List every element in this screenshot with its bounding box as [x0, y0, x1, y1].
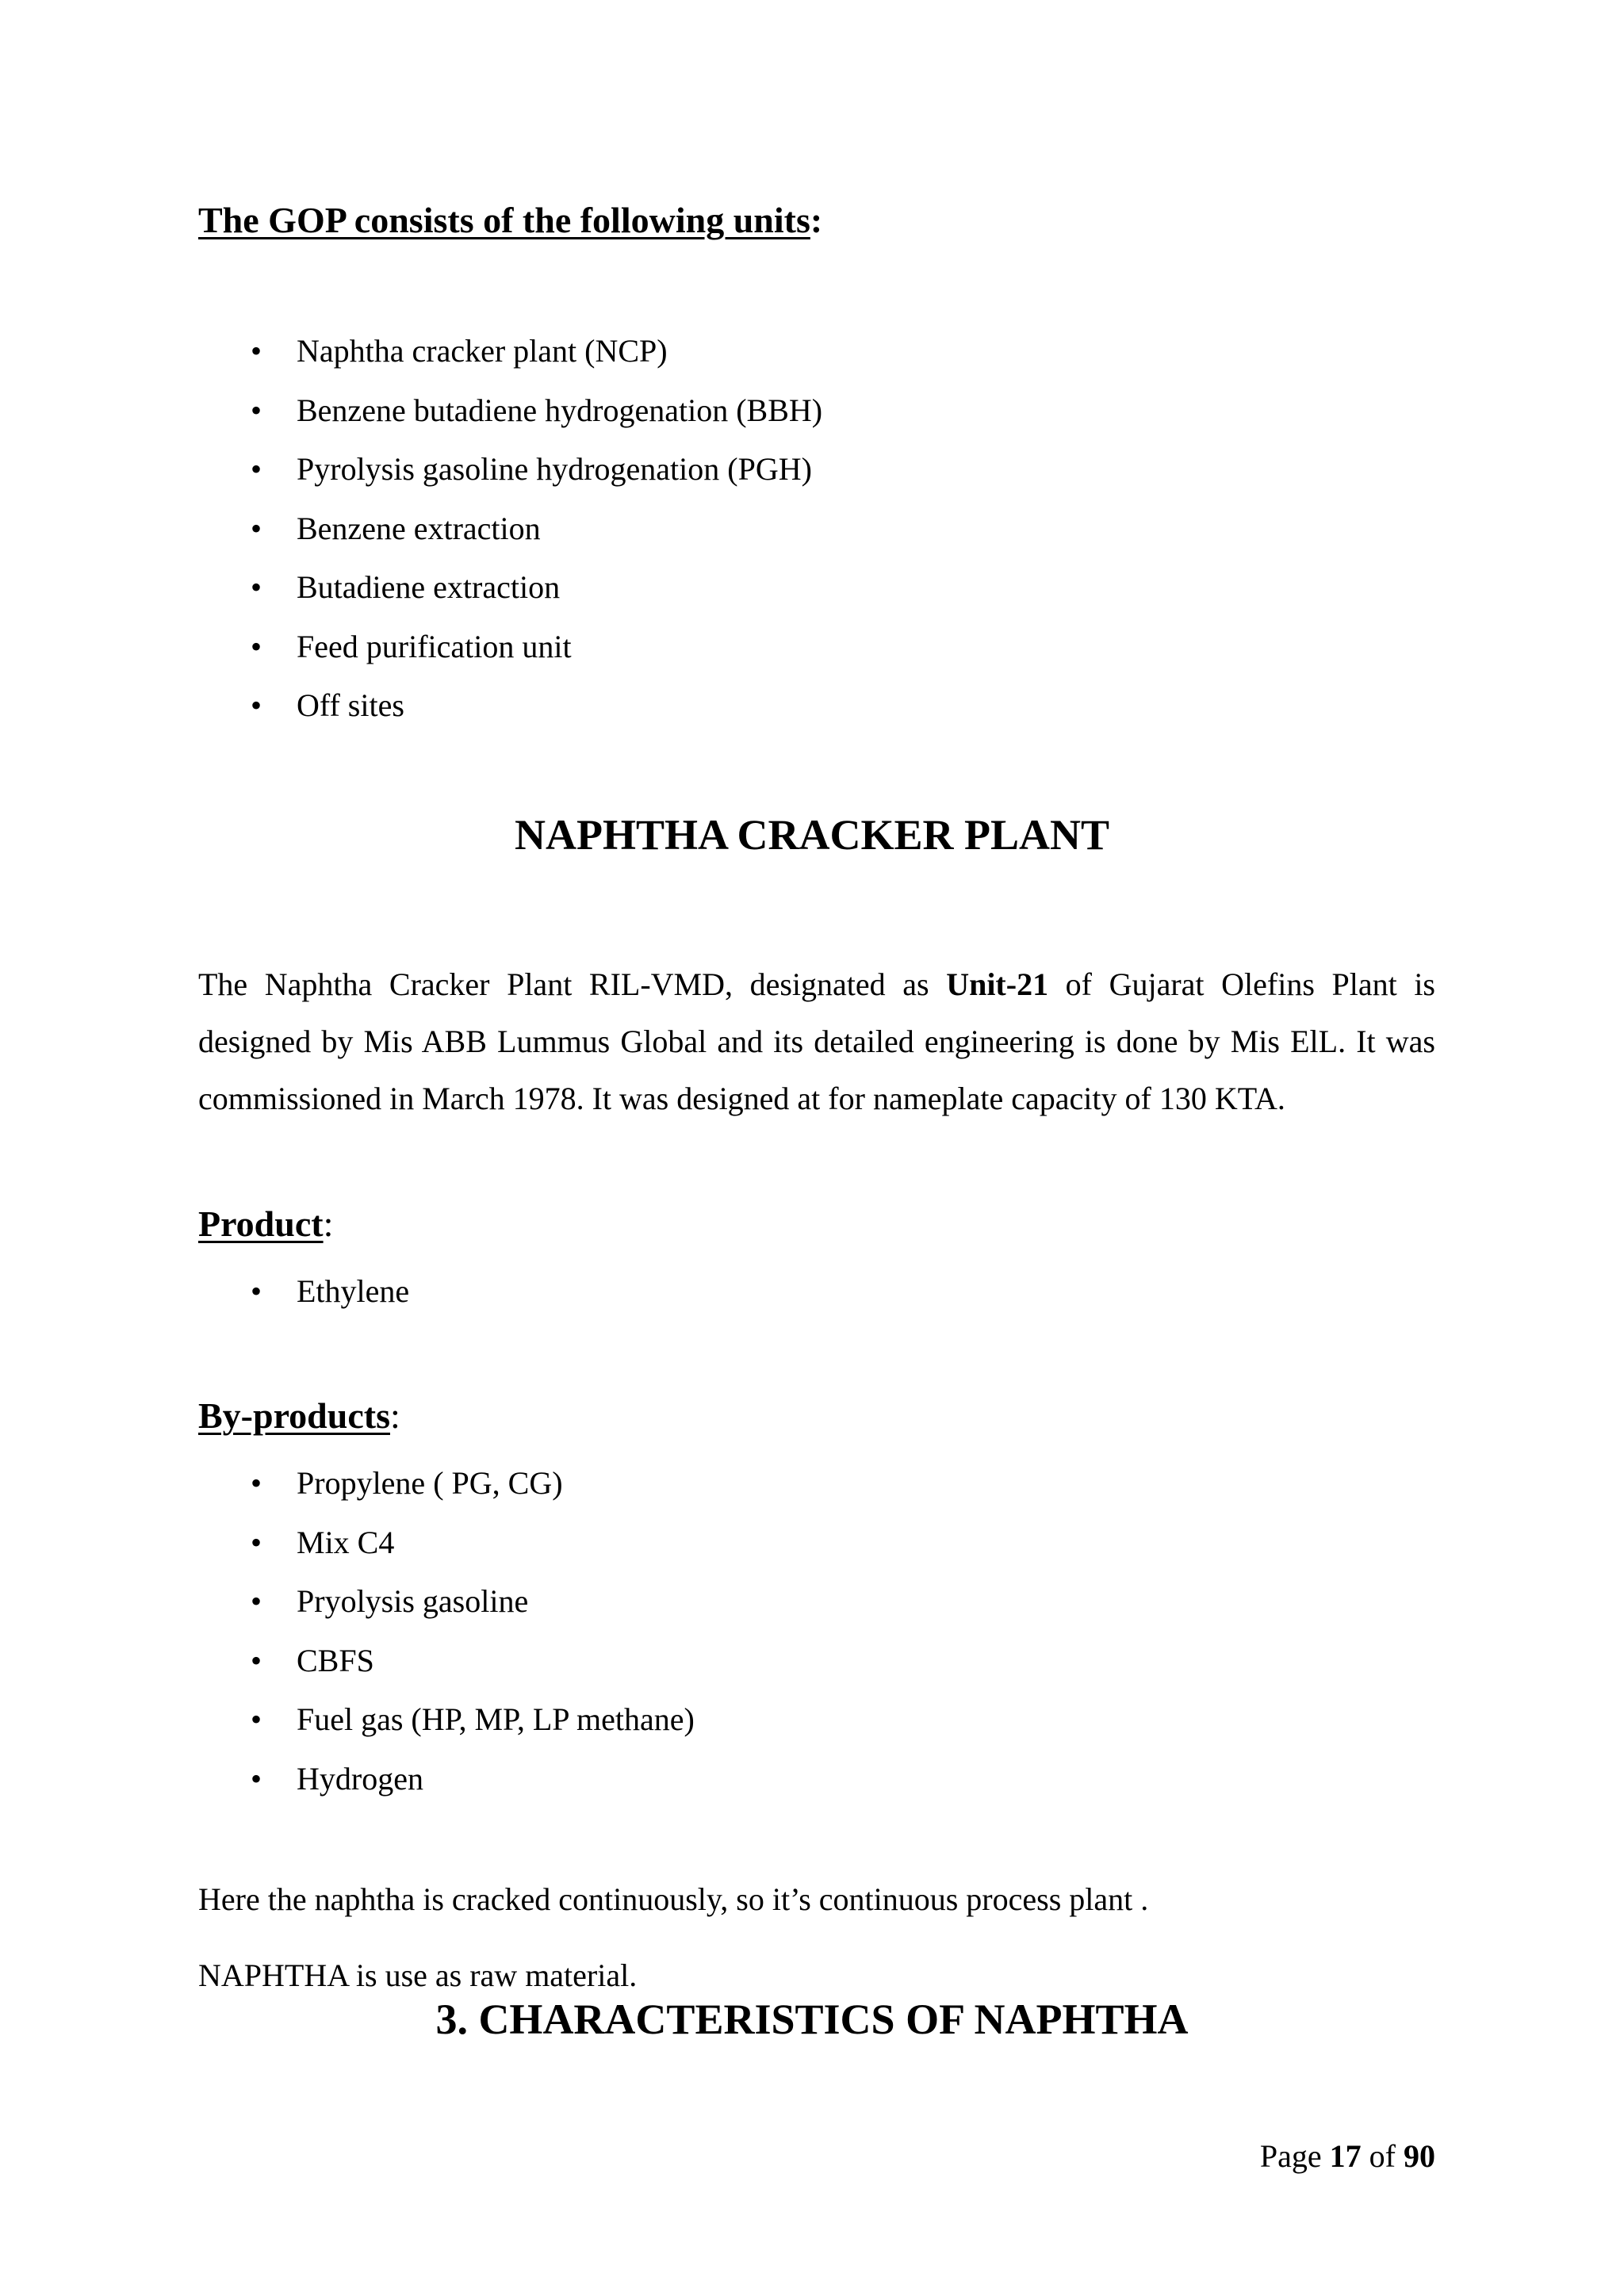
units-heading [198, 197, 822, 244]
list-item-text: Naphtha cracker plant (NCP) [297, 333, 668, 369]
process-note: Here the naphtha is cracked continuously, so it’s continuous process plant . [198, 1881, 1149, 1917]
page-label: Page [1259, 2138, 1330, 2174]
intro-text-2: of Gujarat Olefins Plant is designed by Mis ABB Lummus Global and its detailed engineering is done by Mis ElL. It was commissioned in March 1978. It was designed at for nameplate capacity of 130 KTA. [198, 966, 1436, 1116]
bullet-icon: • [251, 1465, 262, 1501]
list-item-text: Benzene butadiene hydrogenation (BBH) [297, 392, 823, 428]
list-item [198, 322, 822, 381]
bullet-icon: • [251, 1583, 262, 1619]
list-item [198, 1632, 695, 1691]
intro-text-1: The Naphtha Cracker Plant RIL-VMD, designated as [198, 966, 947, 1002]
current-page: 17 [1329, 2138, 1362, 2174]
product-heading [198, 1200, 333, 1248]
list-item-text: Benzene extraction [297, 510, 541, 546]
bullet-icon: • [251, 569, 262, 605]
list-item-text: Hydrogen [297, 1760, 423, 1797]
bullet-icon: • [251, 687, 262, 723]
list-item [198, 1690, 695, 1750]
list-item-text: CBFS [297, 1642, 374, 1678]
list-item [198, 1454, 695, 1513]
units-heading-colon: : [810, 200, 823, 240]
bullet-icon: • [251, 333, 262, 369]
list-item-text: Off sites [297, 687, 404, 723]
units-heading-text: The GOP consists of the following units [198, 200, 810, 240]
bullet-icon: • [251, 1760, 262, 1797]
list-item [198, 381, 822, 441]
list-item [198, 499, 822, 559]
bullet-icon: • [251, 392, 262, 428]
list-item-text: Pryolysis gasoline [297, 1583, 529, 1619]
intro-paragraph [198, 956, 1435, 1127]
bullet-icon: • [251, 510, 262, 546]
list-item-text: Feed purification unit [297, 628, 572, 664]
list-item [198, 440, 822, 499]
chapter-title: 3. CHARACTERISTICS OF NAPHTHA [435, 1996, 1189, 2043]
list-item [198, 1572, 695, 1632]
page-number [1260, 2134, 1435, 2179]
byproducts-list [198, 1454, 695, 1808]
list-item-text: Propylene ( PG, CG) [297, 1465, 563, 1501]
byproducts-heading-colon: : [389, 1395, 400, 1436]
product-heading-colon: : [323, 1203, 334, 1244]
list-item-text: Mix C4 [297, 1524, 395, 1560]
unit-designation: Unit-21 [946, 966, 1049, 1002]
list-item-text: Butadiene extraction [297, 569, 561, 605]
list-item [198, 1750, 695, 1809]
byproducts-heading [198, 1392, 400, 1440]
list-item-text: Ethylene [297, 1273, 410, 1309]
list-item [198, 618, 822, 677]
units-list [198, 322, 822, 736]
bullet-icon: • [251, 1701, 262, 1737]
list-item-text: Pyrolysis gasoline hydrogenation (PGH) [297, 451, 812, 487]
raw-material-note: NAPHTHA is use as raw material. [198, 1957, 638, 1993]
list-item [198, 558, 822, 618]
list-item-text: Fuel gas (HP, MP, LP methane) [297, 1701, 695, 1737]
product-heading-text: Product [198, 1203, 324, 1244]
bullet-icon: • [251, 1642, 262, 1678]
total-pages: 90 [1404, 2138, 1435, 2174]
list-item [198, 1262, 409, 1322]
product-list [198, 1262, 409, 1322]
page-of-label: of [1361, 2138, 1404, 2174]
bullet-icon: • [251, 628, 262, 664]
bullet-icon: • [251, 451, 262, 487]
list-item [198, 1513, 695, 1573]
byproducts-heading-text: By-products [198, 1395, 390, 1436]
section-title: NAPHTHA CRACKER PLANT [514, 811, 1110, 859]
bullet-icon: • [251, 1273, 262, 1309]
list-item [198, 676, 822, 736]
bullet-icon: • [251, 1524, 262, 1560]
